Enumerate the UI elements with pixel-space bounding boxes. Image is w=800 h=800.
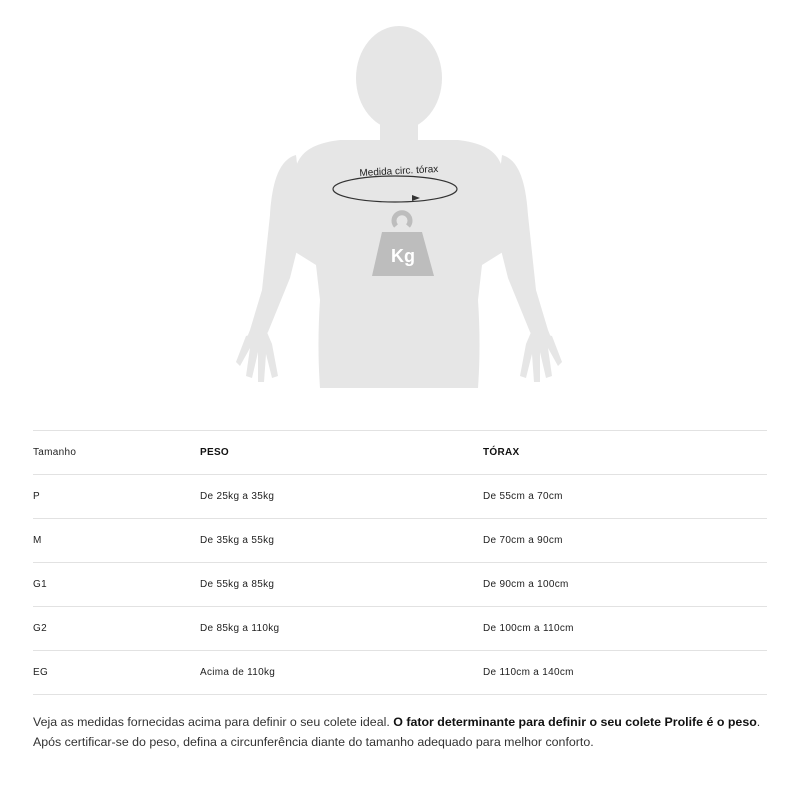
note-text-continued: . Após certificar-se do peso, defina a circunferência diante do tamanho adequado para melhor conforto. bbox=[33, 715, 761, 749]
table-row bbox=[33, 651, 767, 695]
cell-chest: De 100cm a 110cm bbox=[483, 607, 767, 651]
note-emphasis: O fator determinante para definir o seu colete Prolife é o peso bbox=[393, 715, 757, 729]
header-chest: TÓRAX bbox=[483, 431, 767, 475]
cell-chest: De 70cm a 90cm bbox=[483, 519, 767, 563]
cell-chest: De 110cm a 140cm bbox=[483, 651, 767, 695]
table-row bbox=[33, 475, 767, 519]
cell-weight: De 35kg a 55kg bbox=[200, 519, 483, 563]
cell-size: EG bbox=[33, 651, 200, 695]
size-chart-table bbox=[33, 430, 767, 695]
human-silhouette bbox=[236, 26, 562, 388]
cell-weight: De 55kg a 85kg bbox=[200, 563, 483, 607]
table-row bbox=[33, 607, 767, 651]
table-header-row bbox=[33, 431, 767, 475]
cell-size: G2 bbox=[33, 607, 200, 651]
cell-weight: De 85kg a 110kg bbox=[200, 607, 483, 651]
cell-chest: De 90cm a 100cm bbox=[483, 563, 767, 607]
header-size: Tamanho bbox=[33, 431, 200, 475]
note-text: Veja as medidas fornecidas acima para definir o seu colete ideal. bbox=[33, 715, 394, 729]
table-row bbox=[33, 563, 767, 607]
header-weight: PESO bbox=[200, 431, 483, 475]
weight-icon-label: Kg bbox=[391, 246, 415, 266]
cell-size: G1 bbox=[33, 563, 200, 607]
table-row bbox=[33, 519, 767, 563]
cell-chest: De 55cm a 70cm bbox=[483, 475, 767, 519]
cell-weight: Acima de 110kg bbox=[200, 651, 483, 695]
chest-measure-label: Medida circ. tórax bbox=[359, 163, 439, 180]
cell-size: P bbox=[33, 475, 200, 519]
size-guide-note bbox=[33, 712, 773, 752]
cell-weight: De 25kg a 35kg bbox=[200, 475, 483, 519]
cell-size: M bbox=[33, 519, 200, 563]
